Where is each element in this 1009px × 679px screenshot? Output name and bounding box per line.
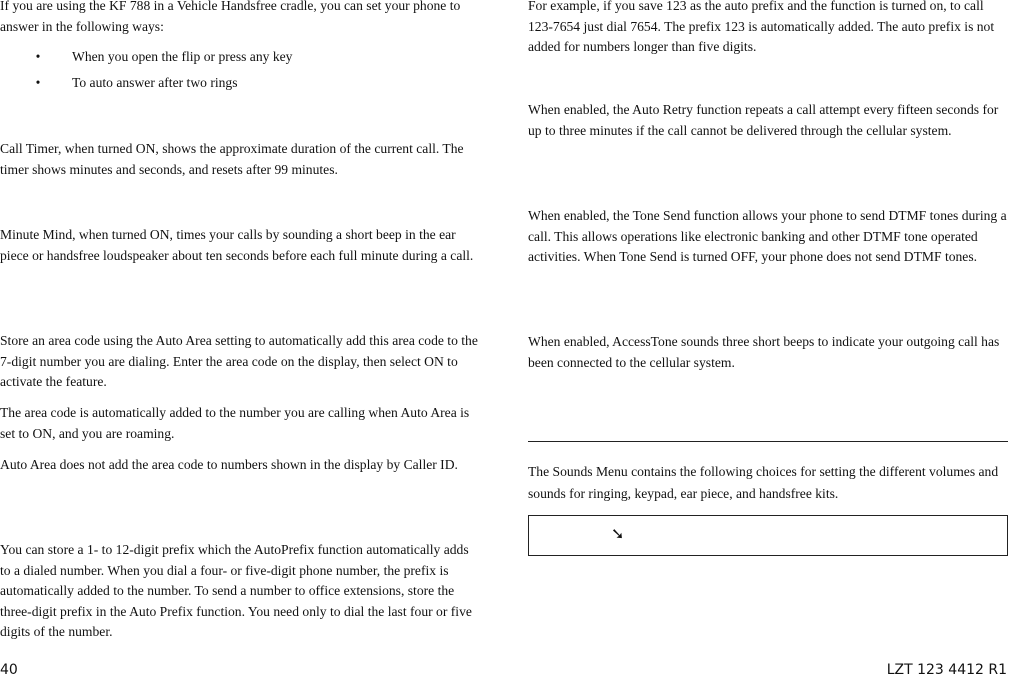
bullet-text: When you open the flip or press any key — [72, 49, 293, 64]
auto-retry-paragraph: When enabled, the Auto Retry function repeats a call attempt every fifteen seconds for up to three minutes if the call cannot be delivered through the cellular system. — [528, 102, 999, 138]
section-divider — [528, 441, 1008, 442]
tone-send-paragraph: When enabled, the Tone Send function allows your phone to send DTMF tones during a call. This allows operations like electronic banking and other DTMF tone operated activities. When Tone Send is turned OFF, your phone does not send DTMF tones. — [528, 208, 1007, 264]
list-item — [0, 47, 480, 67]
bullet-text: To auto answer after two rings — [72, 75, 238, 90]
menu-path-box — [528, 515, 1008, 556]
document-code: LZT 123 4412 R1 — [886, 662, 1007, 678]
auto-prefix-paragraph-1: You can store a 1- to 12-digit prefix which the AutoPrefix function automatically adds to a dialed number. When you dial a four- or five-digit phone number, the prefix is automatically added to the number. To send a number to office extensions, store the three-digit prefix in the Auto Prefix function. You need only to dial the last four or five digits of the number. — [0, 542, 472, 639]
auto-answer-intro: If you are using the KF 788 in a Vehicle Handsfree cradle, you can set your phone to answer in the following ways: — [0, 0, 461, 34]
call-timer-paragraph: Call Timer, when turned ON, shows the approximate duration of the current call. The timer shows minutes and seconds, and resets after 99 minutes. — [0, 141, 464, 177]
access-tone-paragraph: When enabled, AccessTone sounds three short beeps to indicate your outgoing call has been connected to the cellular system. — [528, 334, 1000, 370]
bullet-icon: • — [35, 75, 41, 90]
page-number: 40 — [0, 662, 18, 678]
auto-area-paragraph-2: The area code is automatically added to the number you are calling when Auto Area is set to ON, and you are roaming. — [0, 405, 470, 441]
arrow-icon: ➘ — [611, 524, 625, 543]
list-item — [0, 73, 480, 93]
minute-mind-paragraph: Minute Mind, when turned ON, times your calls by sounding a short beep in the ear piece or handsfree loudspeaker about ten seconds before each full minute during a call. — [0, 227, 474, 263]
sounds-menu-paragraph: The Sounds Menu contains the following choices for setting the different volumes and sounds for ringing, keypad, ear piece, and handsfree kits. — [528, 464, 999, 501]
bullet-icon: • — [35, 49, 41, 64]
auto-prefix-paragraph-2: For example, if you save 123 as the auto prefix and the function is turned on, to call 123-7654 just dial 7654. The prefix 123 is automatically added. The auto prefix is not added for numbers longer than five digits. — [528, 0, 995, 54]
auto-area-paragraph-3: Auto Area does not add the area code to numbers shown in the display by Caller ID. — [0, 457, 458, 472]
auto-area-paragraph-1: Store an area code using the Auto Area setting to automatically add this area code to the 7-digit number you are dialing. Enter the area code on the display, then select ON to activate the feature. — [0, 333, 478, 389]
